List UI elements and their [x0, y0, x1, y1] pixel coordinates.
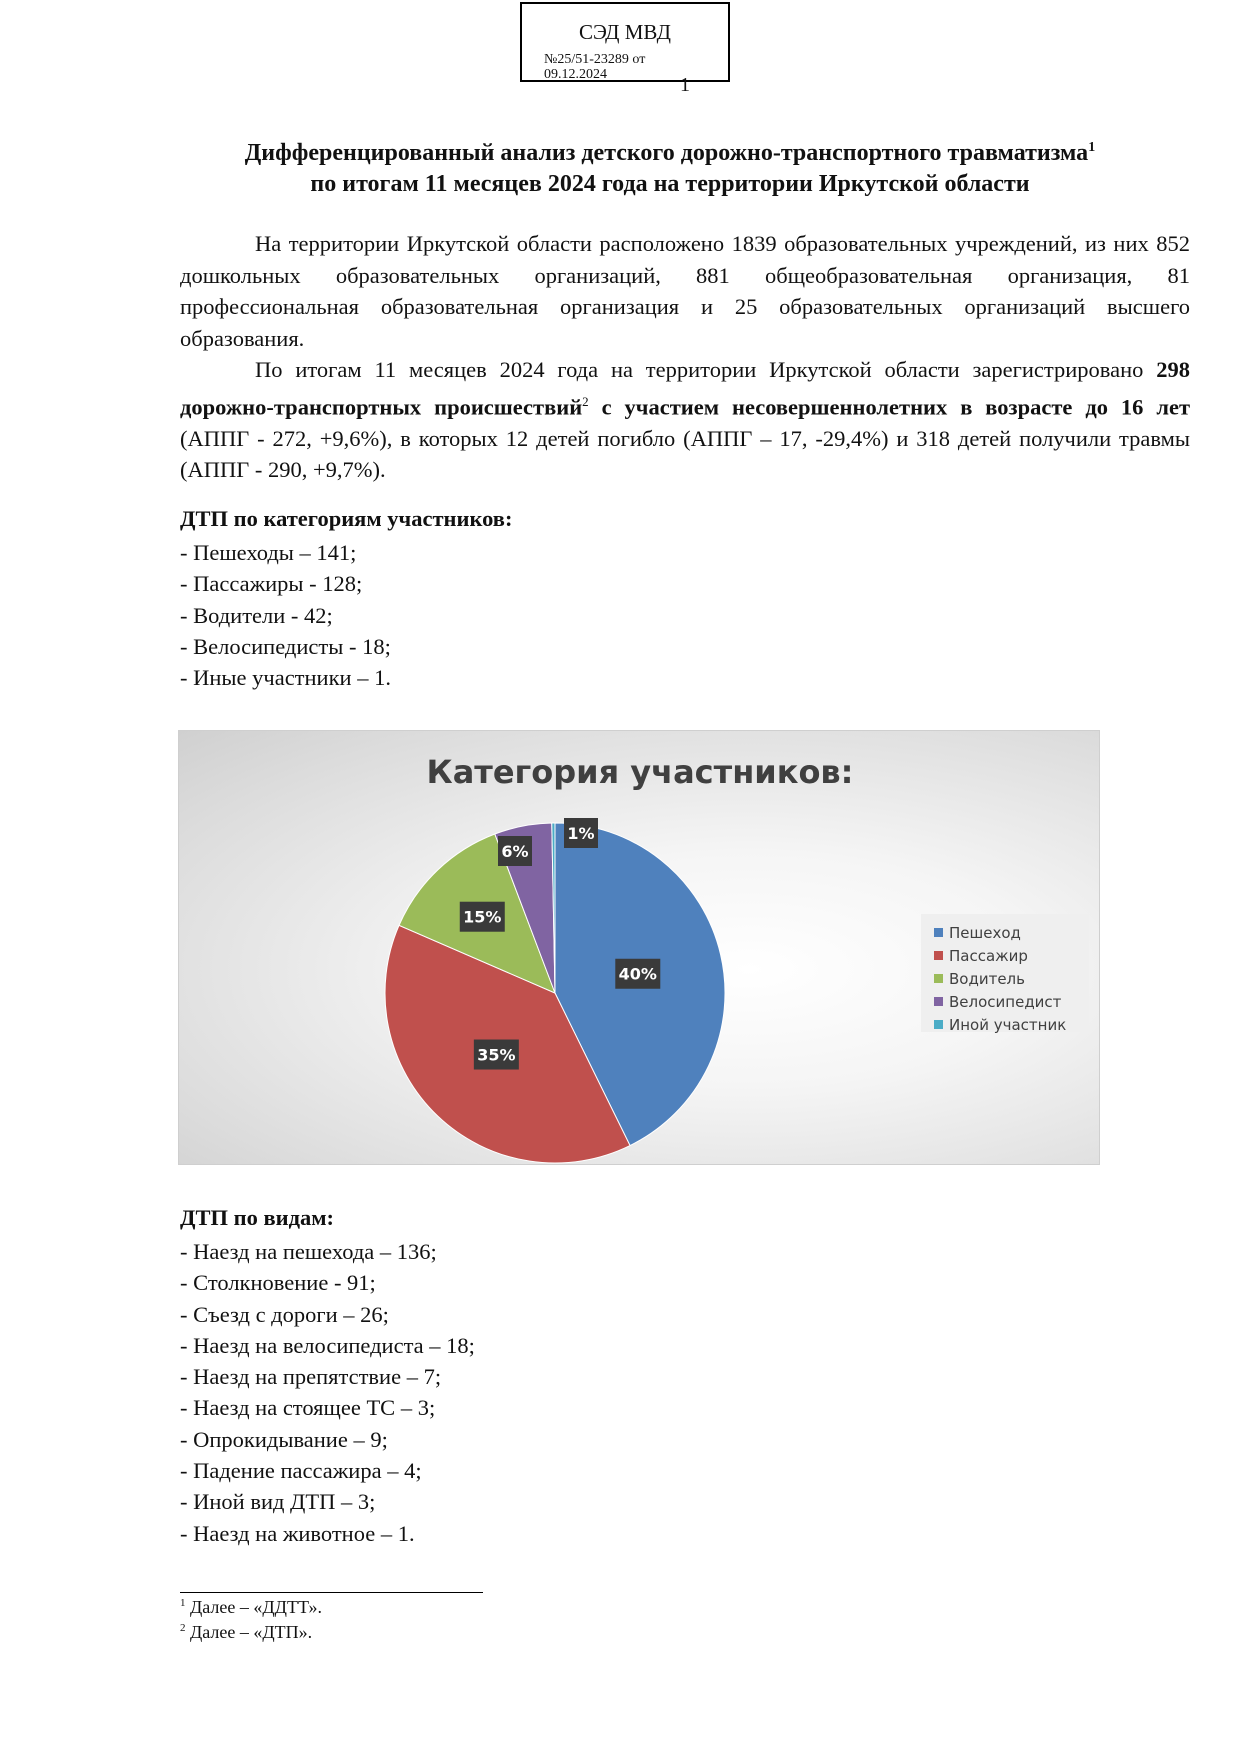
legend-swatch	[934, 1020, 943, 1029]
paragraph2-bold1: 298 дорожно-транспортных происшествий	[180, 357, 1190, 419]
data-label-text: 1%	[567, 824, 595, 843]
data-label-text: 40%	[618, 964, 657, 984]
legend-swatch	[934, 951, 943, 960]
participants-heading: ДТП по категориям участников:	[180, 506, 513, 531]
paragraph2-bold2: с участием несовершеннолетних в возрасте до 16 лет	[588, 394, 1190, 419]
list-item: - Водители - 42;	[180, 602, 333, 628]
legend-item-водитель	[934, 967, 1089, 990]
document-title	[150, 132, 1190, 200]
participants-list	[180, 537, 391, 693]
list-item: - Пассажиры - 128;	[180, 571, 363, 597]
footnote-mark: 1	[180, 1597, 186, 1609]
list-item: - Наезд на велосипедиста – 18;	[180, 1332, 475, 1358]
legend-swatch	[934, 974, 943, 983]
footnote-mark: 2	[180, 1622, 186, 1634]
paragraph2-footnote-mark: 2	[582, 393, 589, 409]
legend-label: Велосипедист	[949, 992, 1062, 1011]
legend-item-велосипедист	[934, 990, 1089, 1013]
data-label-text: 35%	[477, 1045, 516, 1065]
legend-label: Водитель	[949, 969, 1025, 988]
footnote-text: Далее – «ДТП».	[185, 1622, 313, 1642]
legend-label: Пешеход	[949, 923, 1021, 942]
footnote-2	[180, 1622, 312, 1643]
page-number: 1	[680, 74, 690, 96]
types-heading: ДТП по видам:	[180, 1205, 335, 1230]
registration-stamp	[520, 2, 730, 82]
list-item: - Падение пассажира – 4;	[180, 1458, 422, 1484]
list-item: - Иной вид ДТП – 3;	[180, 1489, 376, 1515]
legend-swatch	[934, 928, 943, 937]
chart-legend	[921, 914, 1089, 1032]
data-label-пешеход	[615, 959, 660, 989]
footnote-separator	[180, 1592, 483, 1593]
paragraph-statistics	[180, 354, 1190, 486]
paragraph2-part1: По итогам 11 месяцев 2024 года на территории Иркутской области зарегистрировано	[255, 357, 1157, 382]
legend-item-пассажир	[934, 944, 1089, 967]
list-item: - Наезд на животное – 1.	[180, 1520, 415, 1546]
list-item: - Столкновение - 91;	[180, 1270, 376, 1296]
types-list	[180, 1236, 475, 1549]
stamp-number-line2: 09.12.2024	[544, 67, 607, 82]
data-label-text: 15%	[463, 907, 502, 927]
legend-item-иной-участник	[934, 1013, 1089, 1036]
data-label-велосипедист	[498, 836, 532, 866]
participants-chart	[178, 730, 1100, 1165]
footnote-text: Далее – «ДДТТ».	[185, 1597, 322, 1617]
stamp-title: СЭД МВД	[579, 20, 671, 44]
title-footnote-mark: 1	[1088, 140, 1096, 155]
data-label-водитель	[460, 902, 505, 932]
list-item: - Иные участники – 1.	[180, 665, 391, 691]
legend-swatch	[934, 997, 943, 1006]
list-item: - Съезд с дороги – 26;	[180, 1301, 389, 1327]
list-item: - Опрокидывание – 9;	[180, 1426, 388, 1452]
title-line1: Дифференцированный анализ детского дорожно-транспортного травматизма	[244, 140, 1089, 166]
legend-label: Иной участник	[949, 1015, 1067, 1034]
list-item: - Наезд на стоящее ТС – 3;	[180, 1395, 436, 1421]
paragraph2-part2: (АППГ - 272, +9,6%), в которых 12 детей погибло (АППГ – 17, -29,4%) и 318 детей получили травмы (АППГ - 290, +9,7%).	[180, 425, 1190, 482]
data-label-иной-участник	[564, 818, 598, 848]
paragraph1-text: На территории Иркутской области расположено 1839 образовательных учреждений, из них 852 дошкольных образовательных организаций, 881 общеобразовательная организация, 81 профессиональная образовательная организация и 25 образовательных организаций высшего образования.	[180, 231, 1190, 351]
stamp-number-line1: №25/51-23289 от	[544, 52, 646, 67]
legend-label: Пассажир	[949, 946, 1028, 965]
paragraph-institutions	[180, 228, 1190, 354]
list-item: - Наезд на препятствие – 7;	[180, 1364, 442, 1390]
list-item: - Наезд на пешехода – 136;	[180, 1239, 437, 1264]
title-line2: по итогам 11 месяцев 2024 года на территории Иркутской области	[310, 171, 1030, 197]
data-label-пассажир	[474, 1040, 519, 1070]
list-item: - Велосипедисты - 18;	[180, 633, 391, 659]
data-label-text: 6%	[501, 842, 529, 861]
list-item: - Пешеходы – 141;	[180, 540, 357, 565]
chart-title: Категория участников:	[426, 753, 854, 791]
legend-item-пешеход	[934, 921, 1089, 944]
footnote-1	[180, 1597, 322, 1618]
